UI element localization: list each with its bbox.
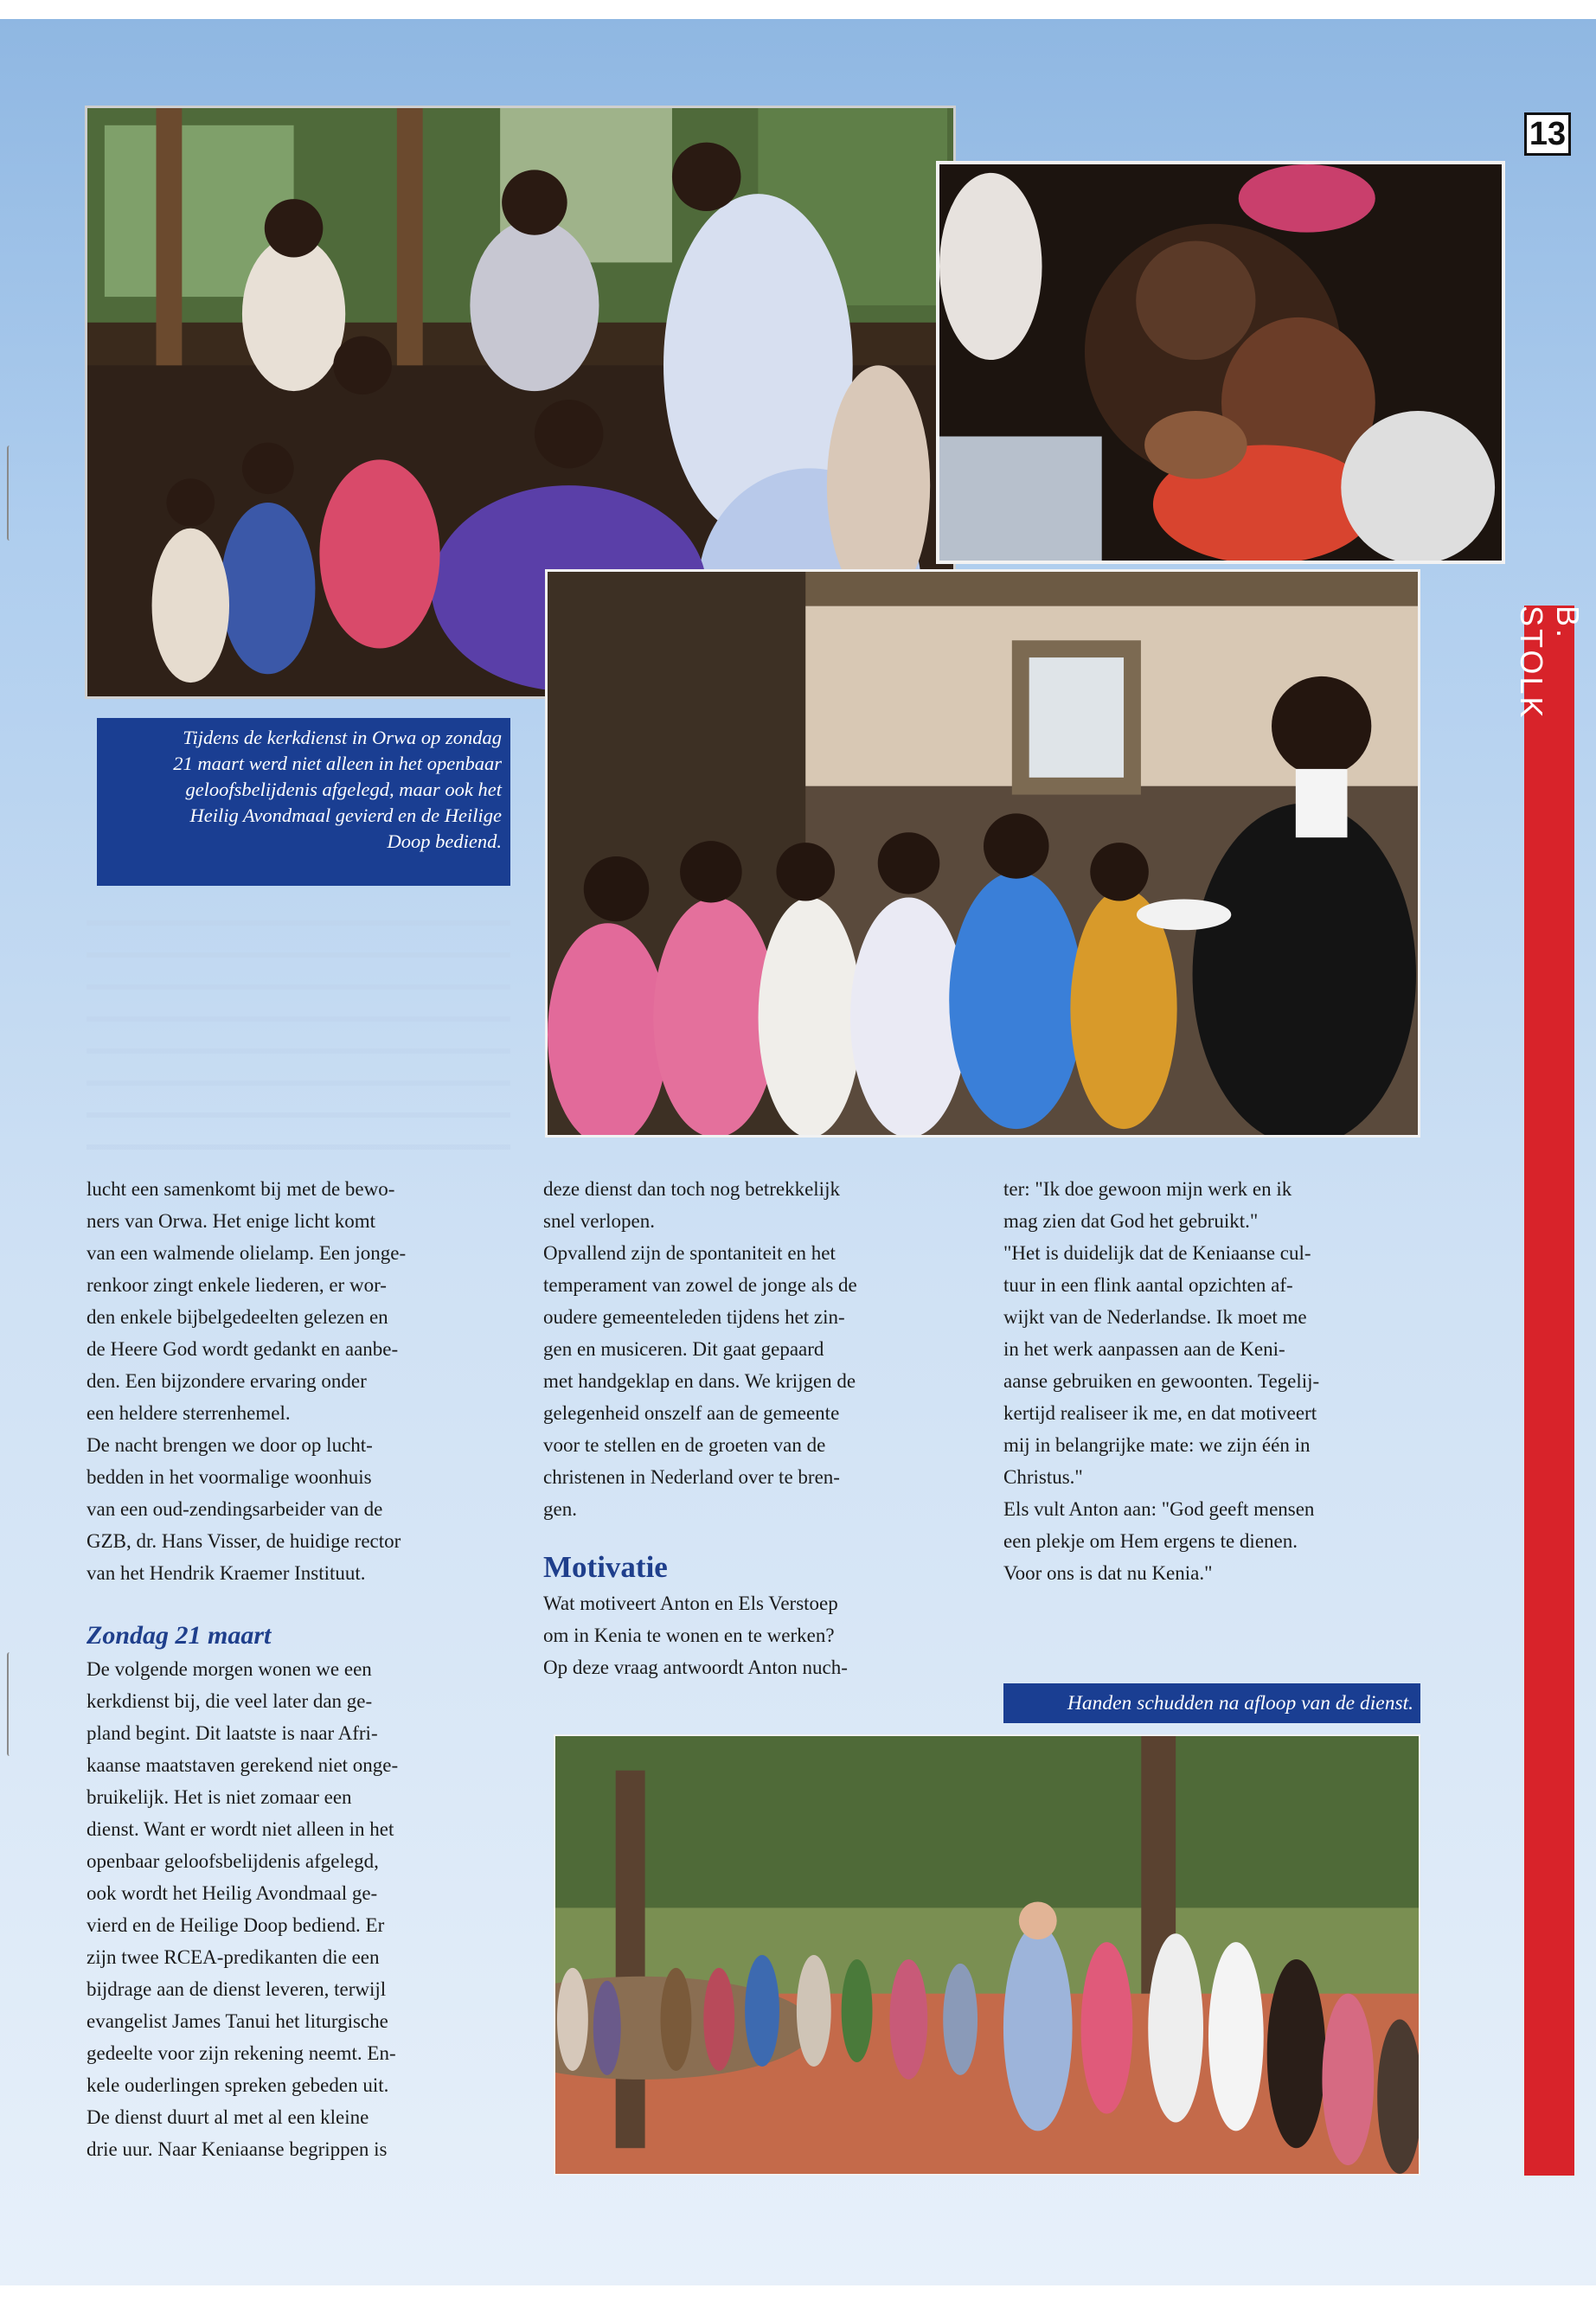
text-line: bijdrage aan de dienst leveren, terwijl (87, 1978, 387, 2000)
text-line: aanse gebruiken en gewoonten. Tegelij- (1003, 1370, 1320, 1392)
text-line: De nacht brengen we door op lucht- (87, 1434, 373, 1456)
text-line: Christus." (1003, 1466, 1083, 1488)
text-line: Els vult Anton aan: "God geeft mensen (1003, 1498, 1315, 1520)
caption-line: Doop bediend. (387, 830, 502, 852)
text-line: een heldere sterrenhemel. (87, 1402, 291, 1424)
text-line: snel verlopen. (543, 1210, 656, 1232)
text-line: om in Kenia te wonen en te werken? (543, 1625, 835, 1646)
text-line: Wat motiveert Anton en Els Verstoep (543, 1593, 838, 1614)
text-line: den enkele bijbelgedeelten gelezen en (87, 1306, 388, 1328)
photo-handshaking (554, 1734, 1420, 2176)
caption-line: Tijdens de kerkdienst in Orwa op zondag (183, 727, 502, 748)
text-line: een plekje om Hem ergens te dienen. (1003, 1530, 1298, 1552)
text-line: oudere gemeenteleden tijdens het zin- (543, 1306, 845, 1328)
caption-line: geloofsbelijdenis afgelegd, maar ook het (185, 779, 502, 800)
article-column-3 (1003, 1173, 1420, 1589)
photo-baptism-image (939, 164, 1502, 561)
text-line: gelegenheid onszelf aan de gemeente (543, 1402, 840, 1424)
text-line: ter: "Ik doe gewoon mijn werk en ik (1003, 1178, 1292, 1200)
text-line: Op deze vraag antwoordt Anton nuch- (543, 1657, 848, 1678)
text-line: renkoor zingt enkele liederen, er wor- (87, 1274, 387, 1296)
article-column-2 (543, 1173, 964, 1683)
text-line: van een oud-zendingsarbeider van de (87, 1498, 383, 1520)
photo-credit: B. STOLK (1514, 606, 1586, 721)
text-line: mij in belangrijke mate: we zijn één in (1003, 1434, 1311, 1456)
photo-handshaking-image (555, 1736, 1419, 2174)
section-heading-sunday: Zondag 21 maart (87, 1621, 272, 1650)
text-line: Opvallend zijn de spontaniteit en het (543, 1242, 836, 1264)
text-line: gen en musiceren. Dit gaat gepaard (543, 1338, 824, 1360)
text-line: GZB, dr. Hans Visser, de huidige rector (87, 1530, 401, 1552)
text-line: vierd en de Heilige Doop bediend. Er (87, 1914, 385, 1936)
text-line: temperament van zowel de jonge als de (543, 1274, 857, 1296)
text-line: dienst. Want er wordt niet alleen in het (87, 1818, 394, 1840)
text-line: wijkt van de Nederlandse. Ik moet me (1003, 1306, 1307, 1328)
binding-staple-bottom (7, 1652, 14, 1756)
text-line: drie uur. Naar Keniaanse begrippen is (87, 2138, 388, 2160)
text-line: tuur in een flink aantal opzichten af- (1003, 1274, 1293, 1296)
text-line: bruikelijk. Het is niet zomaar een (87, 1786, 352, 1808)
page-number: 13 (1524, 112, 1571, 156)
text-line: lucht een samenkomt bij met de bewo- (87, 1178, 395, 1200)
text-line: van een walmende olielamp. Een jonge- (87, 1242, 407, 1264)
caption-handshaking: Handen schudden na afloop van de dienst. (1003, 1683, 1420, 1723)
caption-line: Heilig Avondmaal gevierd en de Heilige (189, 804, 502, 826)
text-line: ook wordt het Heilig Avondmaal ge- (87, 1882, 378, 1904)
text-line: kele ouderlingen spreken gebeden uit. (87, 2074, 389, 2096)
text-line: De dienst duurt al met al een kleine (87, 2106, 369, 2128)
photo-credit-bar (1514, 606, 1586, 2176)
text-line: gedeelte voor zijn rekening neemt. En- (87, 2042, 396, 2064)
text-line: voor te stellen en de groeten van de (543, 1434, 826, 1456)
text-line: in het werk aanpassen aan de Keni- (1003, 1338, 1285, 1360)
text-line: kertijd realiseer ik me, en dat motiveert (1003, 1402, 1317, 1424)
text-line: deze dienst dan toch nog betrekkelijk (543, 1178, 840, 1200)
photo-minister-congregation-image (548, 572, 1418, 1135)
text-line: bedden in het voormalige woonhuis (87, 1466, 372, 1488)
caption-church-service (97, 718, 510, 886)
text-line: ners van Orwa. Het enige licht komt (87, 1210, 376, 1232)
section-heading-motivation: Motivatie (543, 1550, 668, 1584)
text-line: kerkdienst bij, die veel later dan ge- (87, 1690, 373, 1712)
text-line: den. Een bijzondere ervaring onder (87, 1370, 367, 1392)
text-line: met handgeklap en dans. We krijgen de (543, 1370, 856, 1392)
text-line: openbaar geloofsbelijdenis afgelegd, (87, 1850, 379, 1872)
faded-background-text (87, 900, 510, 1159)
text-line: "Het is duidelijk dat de Keniaanse cul- (1003, 1242, 1311, 1264)
text-line: gen. (543, 1498, 577, 1520)
caption-line: 21 maart werd niet alleen in het openbaar (173, 753, 502, 774)
text-line: de Heere God wordt gedankt en aanbe- (87, 1338, 399, 1360)
article-column-1 (87, 1173, 512, 2165)
text-line: Voor ons is dat nu Kenia." (1003, 1562, 1213, 1584)
photo-minister-congregation (545, 569, 1420, 1138)
text-line: De volgende morgen wonen we een (87, 1658, 372, 1680)
text-line: christenen in Nederland over te bren- (543, 1466, 840, 1488)
text-line: mag zien dat God het gebruikt." (1003, 1210, 1259, 1232)
photo-baptism (936, 161, 1505, 564)
text-line: kaanse maatstaven gerekend niet onge- (87, 1754, 399, 1776)
text-line: pland begint. Dit laatste is naar Afri- (87, 1722, 378, 1744)
binding-staple-top (7, 445, 14, 541)
text-line: van het Hendrik Kraemer Instituut. (87, 1562, 366, 1584)
text-line: zijn twee RCEA-predikanten die een (87, 1946, 380, 1968)
text-line: evangelist James Tanui het liturgische (87, 2010, 388, 2032)
